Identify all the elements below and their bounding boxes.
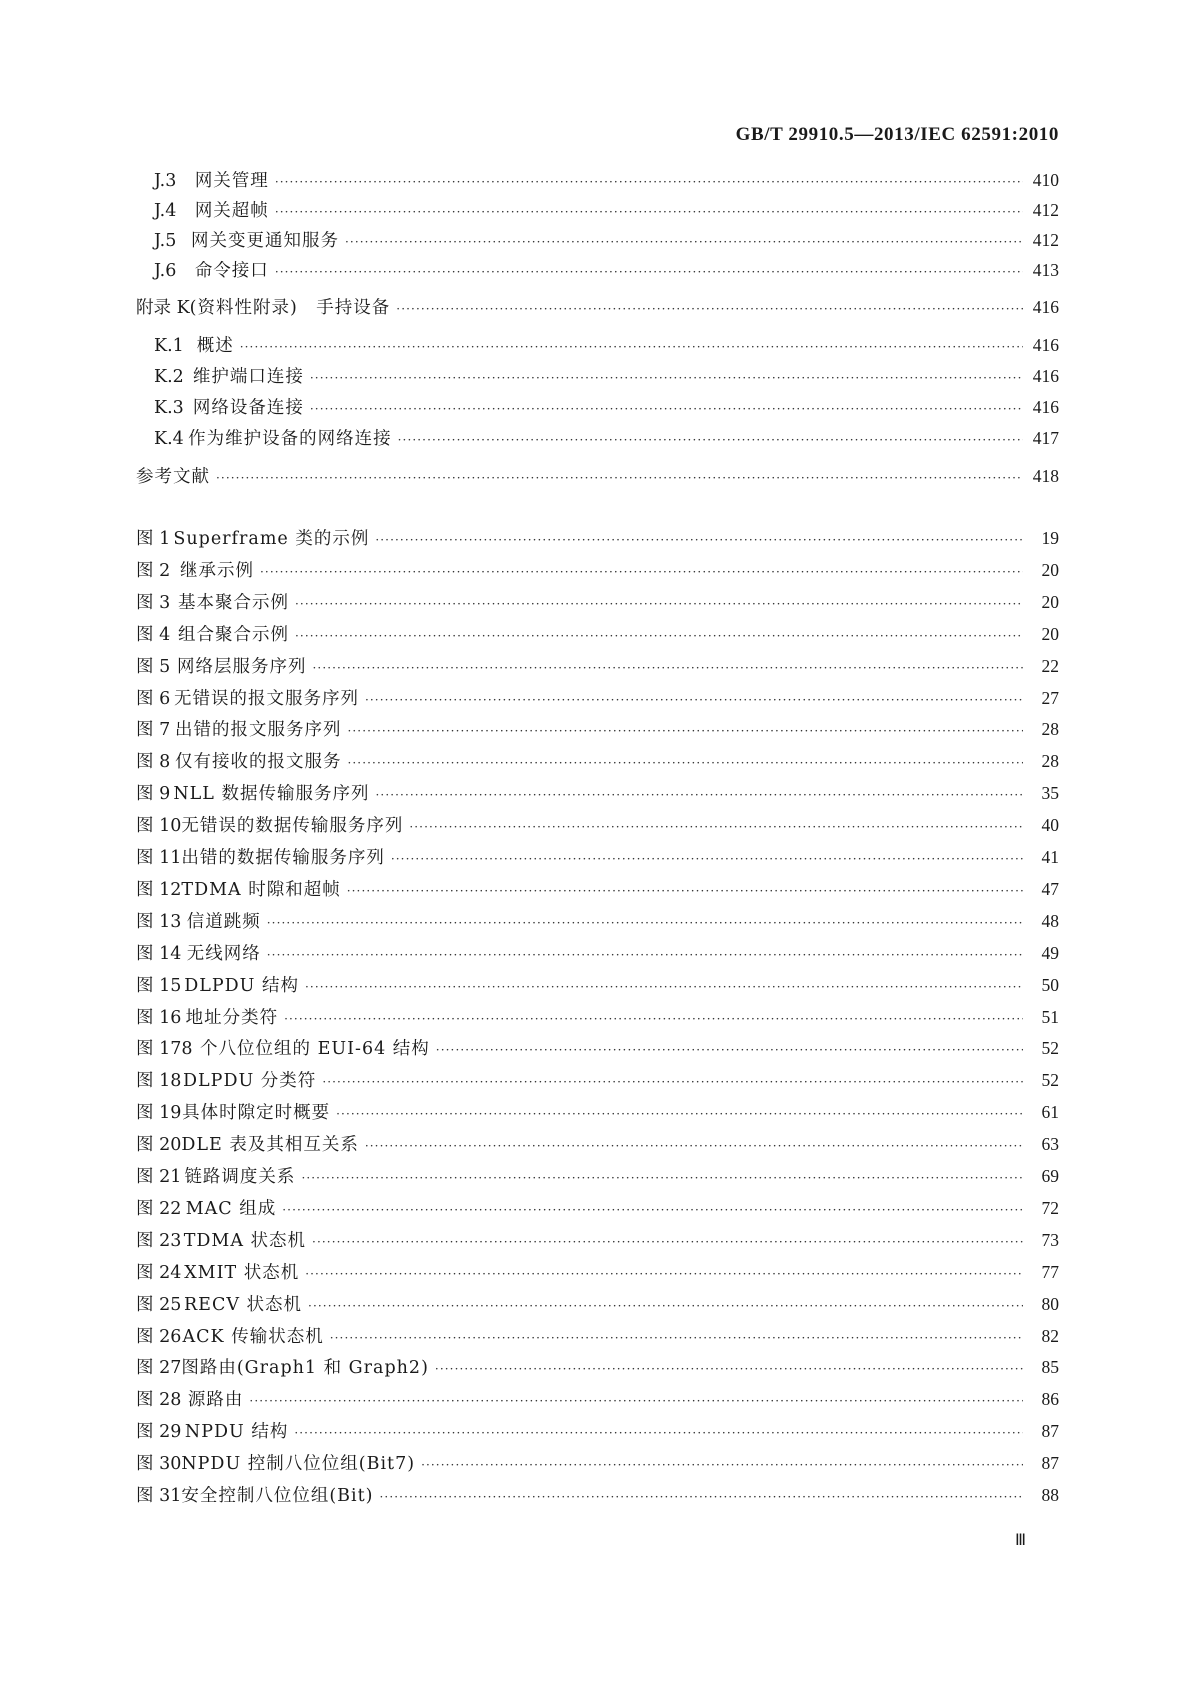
figure-title: 仅有接收的报文服务 — [174, 752, 342, 772]
figure-title: 具体时隙定时概要 — [182, 1103, 331, 1123]
figure-title: 源路由 — [187, 1390, 244, 1410]
figure-label: 图 30 — [136, 1454, 182, 1474]
toc-entry-label: K.3 — [154, 398, 184, 418]
figure-label: 图 22 — [136, 1199, 182, 1219]
leader-dots — [347, 716, 1023, 746]
figure-page: 88 — [1041, 1485, 1059, 1505]
leader-dots — [294, 1418, 1023, 1448]
figure-title: 地址分类符 — [185, 1008, 279, 1028]
leader-dots — [305, 972, 1023, 1002]
figure-page: 86 — [1041, 1389, 1059, 1409]
leader-dots — [305, 1259, 1023, 1289]
leader-dots — [275, 167, 1023, 197]
figure-title: ACK 传输状态机 — [182, 1327, 324, 1347]
figure-page: 47 — [1041, 879, 1059, 899]
figure-list-entry[interactable] — [136, 906, 1059, 936]
figure-page: 61 — [1041, 1102, 1059, 1122]
leader-dots — [267, 908, 1023, 938]
figure-page: 52 — [1041, 1038, 1059, 1058]
figure-label: 图 9 — [136, 784, 171, 804]
figure-title: 安全控制八位位组(Bit) — [181, 1486, 374, 1506]
figure-page: 63 — [1041, 1134, 1059, 1154]
figure-title: 图路由(Graph1 和 Graph2) — [181, 1358, 429, 1378]
toc-entry-page: 417 — [1032, 428, 1059, 448]
leader-dots — [322, 1067, 1023, 1097]
figure-page: 52 — [1041, 1070, 1059, 1090]
toc-entry-title: 维护端口连接 — [192, 367, 304, 387]
figure-title: NLL 数据传输服务序列 — [173, 784, 370, 804]
figure-label: 图 21 — [136, 1167, 182, 1187]
figure-list-entry[interactable] — [136, 842, 1059, 872]
figure-page: 20 — [1041, 592, 1059, 612]
figure-list-entry[interactable] — [136, 1065, 1059, 1095]
figure-title: 组合聚合示例 — [178, 625, 289, 645]
figure-list-entry[interactable] — [136, 1257, 1059, 1287]
toc-entry-title: 网络设备连接 — [192, 398, 304, 418]
toc-entry[interactable] — [154, 392, 1059, 422]
figure-list-entry[interactable] — [136, 938, 1059, 968]
figure-page: 82 — [1041, 1326, 1059, 1346]
toc-entry-label: J.4 — [154, 201, 177, 221]
figure-list-entry[interactable] — [136, 1289, 1059, 1319]
figure-list-entry[interactable] — [136, 714, 1059, 744]
figure-title: 网络层服务序列 — [176, 657, 307, 677]
figure-title: Superframe 类的示例 — [173, 529, 370, 549]
leader-dots — [267, 940, 1023, 970]
leader-dots — [347, 876, 1023, 906]
leader-dots — [435, 1354, 1023, 1384]
toc-references-entry[interactable] — [136, 461, 1059, 491]
leader-dots — [421, 1450, 1023, 1480]
toc-entry[interactable] — [154, 423, 1059, 453]
figure-list-entry[interactable] — [136, 1448, 1059, 1478]
figure-list-entry[interactable] — [136, 746, 1059, 776]
toc-entry-page: 416 — [1032, 335, 1059, 355]
toc-entry-page: 416 — [1032, 366, 1059, 386]
figure-title: 基本聚合示例 — [178, 593, 289, 613]
figure-label: 图 12 — [136, 880, 182, 900]
figure-label: 图 13 — [136, 912, 182, 932]
toc-entry-title: 作为维护设备的网络连接 — [188, 429, 392, 449]
figure-list-entry[interactable] — [136, 1352, 1059, 1382]
figure-list-entry[interactable] — [136, 555, 1059, 585]
leader-dots — [345, 227, 1023, 257]
leader-dots — [275, 257, 1023, 287]
figure-page: 35 — [1041, 783, 1059, 803]
figure-label: 图 19 — [136, 1103, 182, 1123]
figure-title: 出错的数据传输服务序列 — [181, 848, 385, 868]
figure-page: 22 — [1041, 656, 1059, 676]
toc-entry[interactable] — [154, 255, 1059, 285]
page-folio: Ⅲ — [1014, 1532, 1026, 1549]
figure-label: 图 24 — [136, 1263, 182, 1283]
leader-dots — [312, 1227, 1023, 1257]
toc-entry-page: 418 — [1032, 466, 1059, 486]
figure-title: 无错误的数据传输服务序列 — [181, 816, 404, 836]
leader-dots — [249, 1386, 1023, 1416]
toc-entry-page: 416 — [1032, 397, 1059, 417]
leader-dots — [375, 525, 1023, 555]
figure-page: 41 — [1041, 847, 1059, 867]
figure-label: 图 29 — [136, 1422, 182, 1442]
figure-label: 图 4 — [136, 625, 171, 645]
figure-label: 图 28 — [136, 1390, 182, 1410]
figure-title: NPDU 结构 — [184, 1422, 289, 1442]
leader-dots — [301, 1163, 1023, 1193]
figure-list-entry[interactable] — [136, 1002, 1059, 1032]
leader-dots — [295, 621, 1023, 651]
figure-title: 出错的报文服务序列 — [174, 720, 342, 740]
leader-dots — [310, 394, 1023, 424]
figure-list-entry[interactable] — [136, 1321, 1059, 1351]
leader-dots — [308, 1291, 1023, 1321]
toc-entry-title: 网关管理 — [194, 171, 269, 191]
figure-page: 69 — [1041, 1166, 1059, 1186]
figure-page: 28 — [1041, 751, 1059, 771]
leader-dots — [282, 1195, 1023, 1225]
figure-title: 8 个八位位组的 EUI-64 结构 — [181, 1039, 430, 1059]
figure-page: 20 — [1041, 560, 1059, 580]
figure-title: 链路调度关系 — [184, 1167, 296, 1187]
leader-dots — [275, 197, 1023, 227]
figure-label: 图 2 — [136, 561, 171, 581]
leader-dots — [365, 685, 1023, 715]
leader-dots — [398, 425, 1023, 455]
toc-entry-page: 413 — [1032, 260, 1059, 280]
figure-page: 85 — [1041, 1357, 1059, 1377]
figure-page: 73 — [1041, 1230, 1059, 1250]
figure-list-entry[interactable] — [136, 1129, 1059, 1159]
figure-title: 信道跳频 — [186, 912, 261, 932]
figure-list-entry[interactable] — [136, 523, 1059, 553]
toc-entry-title: 网关变更通知服务 — [190, 231, 339, 251]
figure-title: TDMA 状态机 — [183, 1231, 307, 1251]
toc-entry-label: J.6 — [154, 261, 177, 281]
figure-label: 图 6 — [136, 689, 171, 709]
figure-label: 图 3 — [136, 593, 171, 613]
figure-title: MAC 组成 — [185, 1199, 277, 1219]
figure-title: DLE 表及其相互关系 — [181, 1135, 359, 1155]
figure-list-entry[interactable] — [136, 587, 1059, 617]
figure-list-entry[interactable] — [136, 970, 1059, 1000]
toc-entry[interactable] — [154, 225, 1059, 255]
figure-list-entry[interactable] — [136, 1416, 1059, 1446]
toc-entry-label: 附录 K — [136, 298, 190, 318]
toc-entry-page: 412 — [1032, 200, 1059, 220]
figure-list-entry[interactable] — [136, 1225, 1059, 1255]
toc-appendix-entry[interactable] — [136, 292, 1059, 322]
figure-title: XMIT 状态机 — [184, 1263, 300, 1283]
figure-page: 27 — [1041, 688, 1059, 708]
figure-label: 图 27 — [136, 1358, 182, 1378]
figure-label: 图 20 — [136, 1135, 182, 1155]
figure-title: NPDU 控制八位位组(Bit7) — [181, 1454, 416, 1474]
leader-dots — [216, 463, 1023, 493]
leader-dots — [336, 1099, 1023, 1129]
figure-title: 继承示例 — [180, 561, 255, 581]
toc-entry[interactable] — [154, 165, 1059, 195]
leader-dots — [391, 844, 1023, 874]
figure-label: 图 16 — [136, 1008, 182, 1028]
figure-label: 图 10 — [136, 816, 182, 836]
figure-label: 图 11 — [136, 848, 182, 868]
figure-title: TDMA 时隙和超帧 — [181, 880, 341, 900]
figure-label: 图 18 — [136, 1071, 182, 1091]
leader-dots — [310, 363, 1023, 393]
figure-page: 87 — [1041, 1421, 1059, 1441]
toc-entry-title: 参考文献 — [136, 467, 210, 487]
figure-label: 图 14 — [136, 944, 182, 964]
toc-entry-title: 命令接口 — [194, 261, 269, 281]
figure-label: 图 5 — [136, 657, 171, 677]
toc-entry[interactable] — [154, 361, 1059, 391]
standard-number-header: GB/T 29910.5—2013/IEC 62591:2010 — [735, 124, 1059, 145]
leader-dots — [365, 1131, 1023, 1161]
figure-page: 80 — [1041, 1294, 1059, 1314]
toc-entry-page: 410 — [1032, 170, 1059, 190]
figure-page: 72 — [1041, 1198, 1059, 1218]
figure-label: 图 7 — [136, 720, 171, 740]
figure-list-entry[interactable] — [136, 1193, 1059, 1223]
figure-title: 无线网络 — [186, 944, 261, 964]
figure-label: 图 23 — [136, 1231, 182, 1251]
figure-list-entry[interactable] — [136, 874, 1059, 904]
figure-title: RECV 状态机 — [184, 1295, 303, 1315]
leader-dots — [260, 557, 1023, 587]
figure-list-entry[interactable] — [136, 1384, 1059, 1414]
toc-entry-page: 416 — [1032, 297, 1059, 317]
figure-list-entry[interactable] — [136, 1033, 1059, 1063]
figure-page: 19 — [1041, 528, 1059, 548]
toc-entry-label: J.5 — [154, 231, 177, 251]
figure-list-entry[interactable] — [136, 1480, 1059, 1510]
figure-list-entry[interactable] — [136, 651, 1059, 681]
toc-entry-label: J.3 — [154, 171, 177, 191]
leader-dots — [347, 748, 1023, 778]
toc-entry-label: K.4 — [154, 429, 184, 449]
figure-list-entry[interactable] — [136, 778, 1059, 808]
figure-page: 49 — [1041, 943, 1059, 963]
figure-label: 图 1 — [136, 529, 171, 549]
figure-page: 28 — [1041, 719, 1059, 739]
figure-label: 图 31 — [136, 1486, 182, 1506]
figure-page: 77 — [1041, 1262, 1059, 1282]
figure-label: 图 25 — [136, 1295, 182, 1315]
leader-dots — [380, 1482, 1024, 1512]
figure-list-entry[interactable] — [136, 1097, 1059, 1127]
leader-dots — [240, 332, 1023, 362]
figure-page: 87 — [1041, 1453, 1059, 1473]
figure-page: 20 — [1041, 624, 1059, 644]
figure-label: 图 26 — [136, 1327, 182, 1347]
figure-label: 图 15 — [136, 976, 182, 996]
figure-page: 51 — [1041, 1007, 1059, 1027]
figure-label: 图 8 — [136, 752, 171, 772]
toc-entry-page: 412 — [1032, 230, 1059, 250]
toc-entry-title: 网关超帧 — [194, 201, 269, 221]
figure-list-entry[interactable] — [136, 810, 1059, 840]
figure-title: DLPDU 分类符 — [183, 1071, 317, 1091]
toc-entry-title: 概述 — [196, 336, 234, 356]
figure-page: 48 — [1041, 911, 1059, 931]
figure-page: 50 — [1041, 975, 1059, 995]
leader-dots — [295, 589, 1023, 619]
toc-entry-label: K.2 — [154, 367, 184, 387]
leader-dots — [396, 294, 1023, 324]
figure-list-entry[interactable] — [136, 683, 1059, 713]
figure-title: DLPDU 结构 — [184, 976, 299, 996]
leader-dots — [409, 812, 1023, 842]
leader-dots — [436, 1035, 1023, 1065]
leader-dots — [330, 1323, 1023, 1353]
leader-dots — [284, 1004, 1023, 1034]
figure-title: 无错误的报文服务序列 — [173, 689, 359, 709]
leader-dots — [375, 780, 1023, 810]
figure-label: 图 17 — [136, 1039, 182, 1059]
toc-entry[interactable] — [154, 195, 1059, 225]
figure-list-entry[interactable] — [136, 619, 1059, 649]
toc-entry-title: (资料性附录) 手持设备 — [189, 298, 391, 318]
figure-list-entry[interactable] — [136, 1161, 1059, 1191]
toc-entry[interactable] — [154, 330, 1059, 360]
figure-page: 40 — [1041, 815, 1059, 835]
leader-dots — [312, 653, 1023, 683]
toc-entry-label: K.1 — [154, 336, 184, 356]
